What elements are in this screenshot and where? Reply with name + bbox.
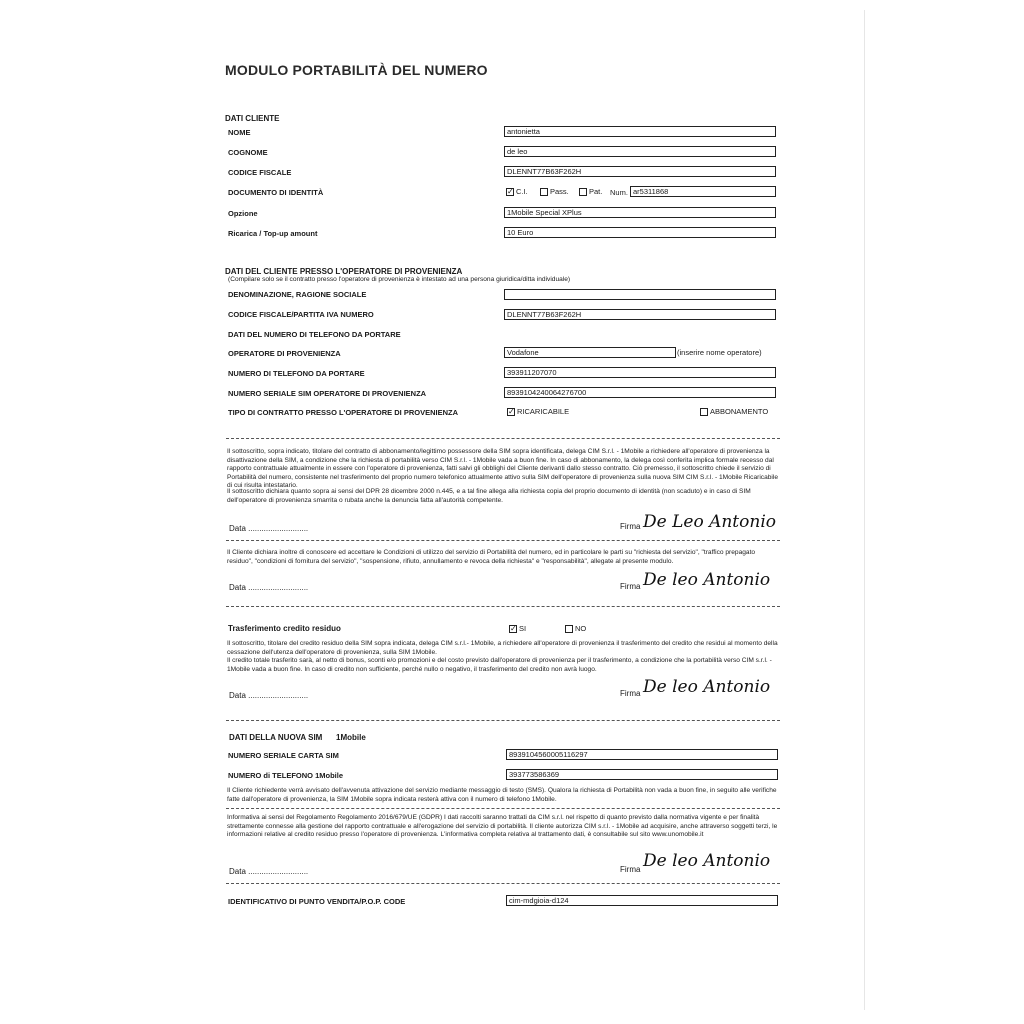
credit-date-label: Data ........................... (229, 691, 309, 700)
section-client: DATI CLIENTE (225, 114, 280, 123)
numero-section-label: DATI DEL NUMERO DI TELEFONO DA PORTARE (228, 330, 401, 339)
doc-num-label: Num. (610, 188, 628, 197)
divider (226, 883, 780, 884)
numero-field[interactable]: 393911207070 (504, 367, 776, 378)
consent1-text2: Il sottoscritto dichiara quanto sopra ai sensi del DPR 28 dicembre 2000 n.445, e a tal fine allega alla richiesta copia del proprio documento di identità (non scaduto) e in caso di SIM dell'operatore di provenienza smarrita o rubata anche la denuncia fatta all'autorità competente. (227, 488, 751, 504)
operator-note: (Compilare solo se il contratto presso l'operatore di provenienza è intestato ad una persona giuridica/ditta individuale) (228, 276, 571, 283)
abbonamento-label: ABBONAMENTO (710, 407, 769, 416)
new-sim-brand: 1Mobile (336, 733, 366, 742)
opzione-label: Opzione (228, 209, 258, 218)
credit-no-label: NO (575, 624, 587, 633)
new-sim-telefono-label: NUMERO di TELEFONO 1Mobile (228, 771, 344, 780)
credit-signature: De leo Antonio (643, 677, 771, 697)
opzione-field[interactable]: 1Mobile Special XPlus (504, 207, 776, 218)
cognome-field[interactable]: de leo (504, 146, 776, 157)
doc-ci-checkbox[interactable] (506, 187, 528, 196)
new-sim-signature: De leo Antonio (643, 851, 771, 871)
ricarica-label: Ricarica / Top-up amount (228, 229, 318, 238)
ricaricabile-checkbox[interactable] (507, 407, 569, 416)
credit-text: Il sottoscritto, titolare del credito residuo della SIM sopra indicata, delega CIM s.r.l.- 1Mobile, a richiedere all'operatore di provenienza il trasferimento del credito che residui al momento della cessazione dell'utenza dell'operatore di provenienza, sulla SIM 1Mobile. (227, 640, 778, 656)
new-sim-seriale-label: NUMERO SERIALE CARTA SIM (228, 751, 339, 760)
credit-text2: Il credito totale trasferito sarà, al netto di bonus, sconti e/o promozioni e del costo previsto dall'operatore di provenienza per il trasferimento, a condizione che la portabilità verso CIM s.r.l. - 1Mobile vada a buon fine. In caso di credito non sufficiente, perché nullo o negativo, il trasferimento del credito non avrà luogo. (227, 657, 772, 673)
doc-pass-label: Pass. (550, 187, 569, 196)
divider (226, 438, 780, 439)
credit-firma-label: Firma (620, 689, 641, 698)
tipo-label: TIPO DI CONTRATTO PRESSO L'OPERATORE DI PROVENIENZA (228, 408, 458, 417)
divider (226, 540, 780, 541)
denominazione-field[interactable] (504, 289, 776, 300)
numero-label: NUMERO DI TELEFONO DA PORTARE (228, 369, 365, 378)
operatore-hint: (inserire nome operatore) (677, 348, 762, 357)
divider (226, 808, 780, 809)
codice-fiscale-field[interactable]: DLENNT77B63F262H (504, 166, 776, 177)
consent1-firma-label: Firma (620, 522, 641, 531)
cognome-label: COGNOME (228, 148, 268, 157)
documento-label: DOCUMENTO DI IDENTITÀ (228, 188, 324, 197)
doc-pat-checkbox[interactable] (579, 187, 602, 196)
ricaricabile-label: RICARICABILE (517, 407, 570, 416)
consent2-signature: De leo Antonio (643, 570, 771, 590)
unchecked-icon (579, 188, 587, 196)
doc-pass-checkbox[interactable] (540, 187, 569, 196)
cf-piva-field[interactable]: DLENNT77B63F262H (504, 309, 776, 320)
credit-si-label: SI (519, 624, 527, 633)
consent2-date-label: Data ........................... (229, 583, 309, 592)
nome-label: NOME (228, 128, 251, 137)
doc-num-field[interactable]: ar5311868 (630, 186, 776, 197)
seriale-label: NUMERO SERIALE SIM OPERATORE DI PROVENIENZA (228, 389, 427, 398)
consent1-text: Il sottoscritto, sopra indicato, titolare del contratto di abbonamento/legittimo possessore della SIM sopra identificata, delega CIM S.r.l. - 1Mobile a richiedere all'operatore di provenienza la disattivazione della SIM, a condizione che la richiesta di portabilità verso CIM S.r.l. - 1Mobile vada a buon fine. In caso di abbonamento, la delega così conferita implica formale recesso dal rapporto contrattuale attualmente in essere con l'operatore di provenienza, fatti salvi gli obblighi del Cliente derivanti dallo stesso contratto. Ciò premesso, il sottoscritto chiede il servizio di Portabilità del numero, consistente nel trasferimento del proprio numero telefonico attualmente attivo sulla SIM dell'operatore di provenienza sulla nuova SIM CIM S.r.l. - 1Mobile Ricaricabile di cui risulta intestatario. (227, 448, 779, 490)
divider (226, 720, 780, 721)
new-sim-firma-label: Firma (620, 865, 641, 874)
new-sim-seriale-field[interactable]: 8939104560005116297 (506, 749, 778, 760)
nome-field[interactable]: antonietta (504, 126, 776, 137)
seriale-field[interactable]: 8939104240064276700 (504, 387, 776, 398)
credit-no-checkbox[interactable] (565, 624, 586, 633)
divider (226, 606, 780, 607)
unchecked-icon (700, 408, 708, 416)
checked-icon: ✓ (507, 186, 514, 196)
pop-label: IDENTIFICATIVO DI PUNTO VENDITA/P.O.P. CODE (228, 897, 406, 906)
section-new-sim: DATI DELLA NUOVA SIM (229, 733, 323, 742)
ricarica-field[interactable]: 10 Euro (504, 227, 776, 238)
consent2-text: Il Cliente dichiara inoltre di conoscere ed accettare le Condizioni di utilizzo del servizio di Portabilità del numero, ed in particolare le parti su "richiesta del servizio", "traffico prepagato residuo", "condizioni di fornitura del servizio", "sospensione, rifiuto, annullamento e revoca della richiesta" e "responsabilità", allegate al presente modulo. (227, 549, 756, 565)
document-title: MODULO PORTABILITÀ DEL NUMERO (225, 62, 488, 78)
doc-ci-label: C.I. (516, 187, 528, 196)
pop-field[interactable]: cim-mdgioia-d124 (506, 895, 778, 906)
checked-icon: ✓ (510, 623, 517, 633)
operatore-label: OPERATORE DI PROVENIENZA (228, 349, 341, 358)
abbonamento-checkbox[interactable] (700, 407, 768, 416)
checked-icon: ✓ (508, 406, 515, 416)
consent2-firma-label: Firma (620, 582, 641, 591)
unchecked-icon (540, 188, 548, 196)
credit-si-checkbox[interactable] (509, 624, 526, 633)
codice-fiscale-label: CODICE FISCALE (228, 168, 292, 177)
new-sim-telefono-field[interactable]: 393773586369 (506, 769, 778, 780)
new-sim-date-label: Data ........................... (229, 867, 309, 876)
cf-piva-label: CODICE FISCALE/PARTITA IVA NUMERO (228, 310, 374, 319)
denominazione-label: DENOMINAZIONE, RAGIONE SOCIALE (228, 290, 367, 299)
privacy-text: Informativa ai sensi del Regolamento Regolamento 2016/679/UE (GDPR) I dati raccolti saranno trattati da CIM s.r.l. nel rispetto di quanto previsto dalla normativa vigente e per finalità strettamente connesse alla gestione del rapporto contrattuale e all'erogazione del servizio di portabilità. Il cliente autorizza CIM s.r.l. - 1Mobile ad acquisire, anche attraverso soggetti terzi, le informazioni relative al credito residuo presso l'operatore di provenienza. L'informativa completa relativa al trattamento dati, è consultabile sul sito www.unomobile.it (227, 814, 778, 839)
operatore-field[interactable]: Vodafone (504, 347, 676, 358)
credit-label: Trasferimento credito residuo (228, 624, 341, 633)
section-operator: DATI DEL CLIENTE PRESSO L'OPERATORE DI PROVENIENZA (225, 267, 463, 276)
consent1-date-label: Data ........................... (229, 524, 309, 533)
page-edge (864, 10, 865, 1010)
unchecked-icon (565, 625, 573, 633)
doc-pat-label: Pat. (589, 187, 603, 196)
new-sim-text: Il Cliente richiedente verrà avvisato dell'avvenuta attivazione del servizio mediante messaggio di testo (SMS). Qualora la richiesta di Portabilità non vada a buon fine, in seguito alle verifiche fatte dall'operatore di provenienza, la SIM 1Mobile sopra indicata resterà attiva con il numero di telefono 1Mobile. (227, 787, 777, 803)
consent1-signature: De Leo Antonio (643, 512, 776, 532)
